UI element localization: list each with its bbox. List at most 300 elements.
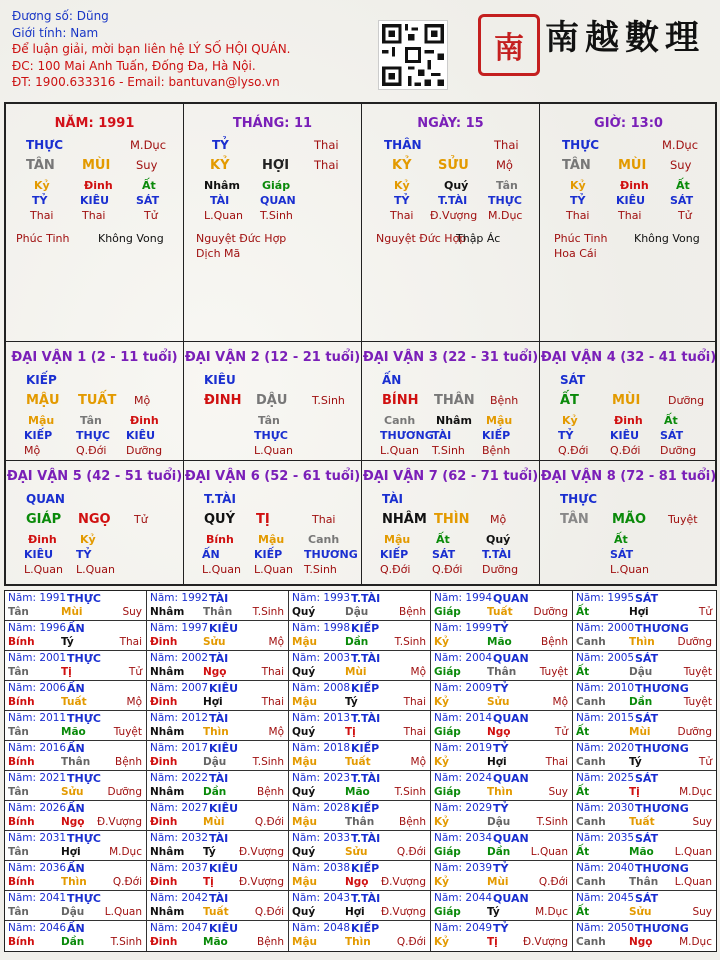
year-cell — [573, 741, 716, 771]
year-label: Năm: 2011 — [8, 712, 67, 724]
year-cell — [5, 891, 147, 921]
year-label: Năm: 2048 — [292, 922, 351, 934]
year-star: TÀI — [209, 832, 229, 845]
pillar-right-star: M.Dục — [130, 138, 167, 152]
year-state: M.Dục — [679, 786, 712, 798]
year-chi: Tị — [61, 666, 72, 678]
pillar-title: GIỜ: 13:0 — [594, 116, 663, 131]
year-label: Năm: 2019 — [434, 742, 493, 754]
year-state: Q.Đới — [254, 816, 284, 828]
year-state: Mộ — [268, 636, 284, 648]
year-cell — [5, 921, 147, 951]
dai-van-hidden-state: Q.Đới — [558, 444, 589, 457]
year-state: Thai — [403, 726, 426, 738]
dai-van-star: KIÊU — [204, 373, 236, 387]
dai-van-star: THỰC — [560, 492, 598, 506]
dai-van-hidden-state: Dưỡng — [482, 563, 519, 576]
dai-van-hidden-star: KIẾP — [482, 429, 511, 442]
year-star: QUAN — [493, 772, 529, 785]
year-label: Năm: 2033 — [292, 832, 351, 844]
year-label: Năm: 2047 — [150, 922, 209, 934]
year-star: ẤN — [67, 802, 85, 815]
year-star: SÁT — [635, 652, 659, 665]
than-sat: Nguyệt Đức Hợp — [376, 232, 467, 245]
year-star: THƯƠNG — [635, 862, 689, 875]
year-state: T.Sinh — [394, 636, 426, 648]
year-chi: Thân — [487, 666, 517, 678]
brand-calligraphy: 南越數理 — [545, 18, 705, 58]
dai-van-title: ĐẠI VẬN 1 (2 - 11 tuổi) — [11, 350, 178, 365]
year-chi: Dậu — [487, 816, 511, 828]
pillar-star: THÂN — [384, 138, 422, 152]
dai-van-chi: TUẤT — [78, 393, 117, 408]
year-label: Năm: 2010 — [576, 682, 635, 694]
year-state: Q.Đới — [396, 936, 426, 948]
dai-van-can: GIÁP — [26, 512, 62, 527]
year-state: Bệnh — [541, 636, 568, 648]
year-chi: Tuất — [61, 696, 87, 708]
dai-van-star: KIẾP — [26, 373, 57, 387]
year-can: Ất — [576, 846, 590, 858]
dai-van-hidden-state: L.Quan — [380, 444, 419, 457]
year-cell — [5, 801, 147, 831]
year-chi: Tý — [629, 756, 642, 768]
year-cell — [5, 771, 147, 801]
year-star: KIẾP — [351, 742, 380, 755]
year-chi: Thân — [61, 756, 91, 768]
year-star: ẤN — [67, 862, 85, 875]
year-chi: Tuất — [345, 756, 371, 768]
year-cell — [431, 591, 573, 621]
year-chi: Sửu — [487, 696, 510, 708]
year-cell — [289, 801, 431, 831]
dai-van-hidden-stem: Ất — [614, 533, 628, 546]
year-can: Mậu — [292, 756, 318, 768]
year-state: Đ.Vượng — [238, 846, 284, 858]
year-state: L.Quan — [530, 846, 568, 858]
than-sat: Dịch Mã — [196, 247, 241, 260]
qr-code — [378, 20, 448, 90]
dai-van-state: Thai — [312, 513, 336, 526]
year-star: T.TÀI — [351, 652, 381, 665]
year-state: Suy — [692, 906, 712, 918]
dai-van-hidden-star: KIÊU — [126, 429, 156, 442]
year-label: Năm: 2034 — [434, 832, 493, 844]
year-label: Năm: 2007 — [150, 682, 209, 694]
dai-van-hidden-stem: Đinh — [28, 533, 57, 546]
year-label: Năm: 2024 — [434, 772, 493, 784]
year-cell — [289, 861, 431, 891]
dai-van-state: Mộ — [490, 513, 507, 526]
year-cell — [147, 621, 289, 651]
dai-van-can: QUÝ — [204, 512, 236, 527]
dai-van-hidden-stem: Kỷ — [80, 533, 96, 546]
dai-van-can: ĐINH — [204, 393, 242, 408]
than-sat: Không Vong — [634, 232, 700, 245]
year-can: Tân — [8, 786, 29, 798]
year-state: Q.Đới — [254, 906, 284, 918]
year-chi: Tý — [487, 906, 500, 918]
dai-van-hidden-state: Q.Đới — [432, 563, 463, 576]
chart-grid — [4, 102, 717, 586]
year-label: Năm: 2026 — [8, 802, 67, 814]
year-label: Năm: 2005 — [576, 652, 635, 664]
year-can: Đinh — [150, 816, 178, 828]
hidden-state: T.Sinh — [260, 209, 293, 222]
year-state: Q.Đới — [112, 876, 142, 888]
year-chi: Tị — [629, 786, 640, 798]
pillar-chi: HỢI — [262, 158, 290, 173]
year-chi: Hợi — [203, 696, 223, 708]
year-star: SÁT — [635, 712, 659, 725]
dai-van-hidden-star: TỶ — [558, 429, 574, 442]
year-chi: Hợi — [487, 756, 507, 768]
pillar-month — [184, 104, 362, 342]
year-state: Suy — [692, 816, 712, 828]
year-star: THƯƠNG — [635, 922, 689, 935]
dai-van-chi: MÃO — [612, 512, 647, 527]
hidden-state: L.Quan — [204, 209, 243, 222]
year-star: TÀI — [209, 652, 229, 665]
dai-van-6 — [184, 461, 362, 584]
year-cell — [431, 711, 573, 741]
year-chi: Mùi — [629, 726, 651, 738]
year-state: Q.Đới — [538, 876, 568, 888]
year-state: L.Quan — [674, 876, 712, 888]
year-cell — [431, 681, 573, 711]
year-state: Mộ — [410, 666, 426, 678]
year-chi: Dần — [203, 786, 227, 798]
year-star: TÀI — [209, 892, 229, 905]
dai-van-can: NHÂM — [382, 512, 427, 527]
year-can: Giáp — [434, 606, 461, 618]
year-state: Dưỡng — [533, 606, 568, 618]
dai-van-hidden-star: TÀI — [432, 429, 452, 442]
year-state: Đ.Vượng — [96, 816, 142, 828]
year-cell — [147, 651, 289, 681]
year-label: Năm: 2027 — [150, 802, 209, 814]
dai-van-hidden-stem: Mậu — [28, 414, 55, 427]
dai-van-state: Dưỡng — [668, 394, 705, 407]
year-state: L.Quan — [104, 906, 142, 918]
year-star: T.TÀI — [351, 832, 381, 845]
year-label: Năm: 2032 — [150, 832, 209, 844]
pillar-right-star: Thai — [494, 138, 519, 152]
year-cell — [5, 861, 147, 891]
year-can: Quý — [292, 666, 316, 678]
than-sat: Hoa Cái — [554, 247, 597, 260]
pillar-star: TỶ — [212, 138, 229, 152]
year-star: TỶ — [493, 802, 509, 815]
year-label: Năm: 2023 — [292, 772, 351, 784]
year-can: Giáp — [434, 846, 461, 858]
year-can: Mậu — [292, 816, 318, 828]
year-state: Suy — [548, 786, 568, 798]
year-label: Năm: 2015 — [576, 712, 635, 724]
dai-van-hidden-star: THỰC — [76, 429, 110, 442]
dai-van-chi: THÌN — [434, 512, 470, 527]
pillar-hour — [540, 104, 717, 342]
year-star: SÁT — [635, 592, 659, 605]
pillar-title: NGÀY: 15 — [417, 116, 484, 131]
year-cell — [573, 621, 716, 651]
year-chi: Thìn — [487, 786, 513, 798]
year-label: Năm: 2018 — [292, 742, 351, 754]
year-can: Nhâm — [150, 846, 185, 858]
year-can: Đinh — [150, 636, 178, 648]
hidden-stem: Đinh — [84, 179, 113, 192]
dai-van-hidden-state: Mộ — [24, 444, 41, 457]
pillar-star: THỰC — [26, 138, 64, 152]
dai-van-star: SÁT — [560, 373, 586, 387]
year-label: Năm: 1995 — [576, 592, 635, 604]
year-label: Năm: 2036 — [8, 862, 67, 874]
pillar-chi-state: Suy — [136, 158, 158, 172]
year-chi: Thìn — [345, 936, 371, 948]
dai-van-hidden-state: Dưỡng — [126, 444, 163, 457]
year-chi: Tị — [487, 936, 498, 948]
hidden-stem: Tân — [496, 179, 518, 192]
hidden-state: Thai — [82, 209, 106, 222]
year-star: ẤN — [67, 682, 85, 695]
dai-van-hidden-stem: Tân — [80, 414, 102, 427]
dai-van-can: TÂN — [560, 512, 589, 527]
year-label: Năm: 1994 — [434, 592, 493, 604]
year-chi: Sửu — [203, 636, 226, 648]
hidden-stem: Ất — [676, 179, 690, 192]
year-label: Năm: 2001 — [8, 652, 67, 664]
year-cell — [289, 711, 431, 741]
year-can: Bính — [8, 936, 35, 948]
dai-van-hidden-star: ẤN — [202, 548, 220, 561]
than-sat: Nguyệt Đức Hợp — [196, 232, 287, 245]
year-chi: Dậu — [61, 906, 85, 918]
year-cell — [431, 861, 573, 891]
year-label: Năm: 1991 — [8, 592, 67, 604]
dai-van-chi: THÂN — [434, 393, 475, 408]
year-chi: Sửu — [629, 906, 652, 918]
year-chi: Tý — [61, 636, 74, 648]
year-star: TÀI — [209, 592, 229, 605]
year-chi: Ngọ — [61, 816, 85, 828]
year-chi: Dần — [487, 846, 511, 858]
year-star: KIÊU — [209, 862, 239, 875]
year-chi: Dần — [61, 936, 85, 948]
year-label: Năm: 2030 — [576, 802, 635, 814]
year-cell — [147, 801, 289, 831]
dai-van-3 — [362, 342, 540, 461]
year-cell — [431, 921, 573, 951]
year-state: T.Sinh — [252, 606, 284, 618]
year-star: SÁT — [635, 892, 659, 905]
year-label: Năm: 1999 — [434, 622, 493, 634]
year-star: THƯƠNG — [635, 622, 689, 635]
year-can: Giáp — [434, 726, 461, 738]
year-can: Kỷ — [434, 636, 449, 648]
year-star: TỶ — [493, 682, 509, 695]
year-can: Tân — [8, 726, 29, 738]
dai-van-hidden-stem: Đinh — [614, 414, 643, 427]
year-label: Năm: 1997 — [150, 622, 209, 634]
year-chi: Mùi — [487, 876, 509, 888]
year-state: M.Dục — [109, 846, 142, 858]
year-label: Năm: 2043 — [292, 892, 351, 904]
year-can: Quý — [292, 786, 316, 798]
dai-van-hidden-state: T.Sinh — [432, 444, 465, 457]
year-can: Canh — [576, 876, 606, 888]
year-state: T.Sinh — [252, 756, 284, 768]
dai-van-hidden-star: KIÊU — [24, 548, 54, 561]
year-star: QUAN — [493, 712, 529, 725]
dai-van-hidden-stem: Bính — [206, 533, 234, 546]
year-cell — [573, 831, 716, 861]
dai-van-hidden-star: KIẾP — [254, 548, 283, 561]
year-cell — [147, 741, 289, 771]
year-state: Tuyệt — [683, 696, 712, 708]
dai-van-hidden-star: SÁT — [660, 429, 684, 442]
year-chi: Tý — [203, 846, 216, 858]
year-can: Kỷ — [434, 876, 449, 888]
year-label: Năm: 2035 — [576, 832, 635, 844]
year-chi: Mão — [203, 936, 228, 948]
year-state: Tuyệt — [113, 726, 142, 738]
year-can: Kỷ — [434, 816, 449, 828]
hidden-stem: Ất — [142, 179, 156, 192]
dai-van-can: BÍNH — [382, 393, 419, 408]
year-label: Năm: 2008 — [292, 682, 351, 694]
year-state: Dưỡng — [677, 636, 712, 648]
year-can: Ất — [576, 906, 590, 918]
hidden-state: M.Dục — [488, 209, 523, 222]
dai-van-hidden-stem: Mậu — [486, 414, 513, 427]
year-chi: Tuất — [203, 906, 229, 918]
year-can: Mậu — [292, 936, 318, 948]
year-can: Giáp — [434, 666, 461, 678]
dai-van-star: T.TÀI — [204, 492, 236, 506]
year-chi: Tuất — [487, 606, 513, 618]
year-cell — [5, 741, 147, 771]
hidden-stem: Quý — [444, 179, 469, 192]
pillar-year — [6, 104, 184, 342]
year-can: Canh — [576, 756, 606, 768]
year-can: Bính — [8, 816, 35, 828]
year-state: Bệnh — [399, 816, 426, 828]
hidden-star: T.TÀI — [438, 194, 468, 207]
year-chi: Hợi — [345, 906, 365, 918]
pillar-can: KỶ — [392, 158, 412, 173]
year-cell — [289, 741, 431, 771]
pillar-title: NĂM: 1991 — [54, 116, 135, 131]
year-label: Năm: 2029 — [434, 802, 493, 814]
dai-van-7 — [362, 461, 540, 584]
dai-van-chi: MÙI — [612, 393, 641, 408]
year-can: Bính — [8, 636, 35, 648]
year-state: Thai — [261, 666, 284, 678]
year-chi: Mão — [345, 786, 370, 798]
year-can: Ất — [576, 606, 590, 618]
year-can: Nhâm — [150, 726, 185, 738]
year-cell — [289, 831, 431, 861]
year-star: QUAN — [493, 652, 529, 665]
year-label: Năm: 2002 — [150, 652, 209, 664]
year-cell — [5, 681, 147, 711]
than-sat: Phúc Tinh — [554, 232, 608, 245]
year-label: Năm: 2037 — [150, 862, 209, 874]
year-state: T.Sinh — [110, 936, 142, 948]
dai-van-title: ĐẠI VẬN 2 (12 - 21 tuổi) — [184, 350, 361, 365]
year-cell — [147, 711, 289, 741]
pillar-day — [362, 104, 540, 342]
dai-van-hidden-state: Q.Đới — [76, 444, 107, 457]
year-label: Năm: 2044 — [434, 892, 493, 904]
year-cell — [5, 651, 147, 681]
year-star: SÁT — [635, 832, 659, 845]
dai-van-can: ẤT — [560, 393, 579, 408]
dai-van-hidden-star: THỰC — [254, 429, 288, 442]
year-state: Đ.Vượng — [380, 876, 426, 888]
year-chi: Thìn — [61, 876, 87, 888]
year-chi: Thìn — [629, 636, 655, 648]
year-cell — [431, 831, 573, 861]
year-star: TỶ — [493, 622, 509, 635]
year-label: Năm: 2042 — [150, 892, 209, 904]
pillar-chi: SỬU — [438, 158, 469, 173]
year-can: Mậu — [292, 636, 318, 648]
year-label: Năm: 2013 — [292, 712, 351, 724]
year-can: Tân — [8, 846, 29, 858]
pillar-title: THÁNG: 11 — [232, 116, 313, 131]
year-state: Tử — [698, 606, 712, 618]
than-sat: Phúc Tinh — [16, 232, 70, 245]
year-can: Quý — [292, 726, 316, 738]
dai-van-title: ĐẠI VẬN 7 (62 - 71 tuổi) — [362, 469, 539, 484]
year-label: Năm: 2020 — [576, 742, 635, 754]
year-cell — [573, 801, 716, 831]
year-star: KIẾP — [351, 682, 380, 695]
hidden-stem: Kỷ — [570, 179, 586, 192]
year-can: Nhâm — [150, 606, 185, 618]
year-chi: Dậu — [203, 756, 227, 768]
year-star: SÁT — [635, 772, 659, 785]
year-can: Đinh — [150, 756, 178, 768]
year-cell — [5, 621, 147, 651]
year-label: Năm: 1992 — [150, 592, 209, 604]
dai-van-hidden-state: Q.Đới — [610, 444, 641, 457]
contact-invite: Để luận giải, mời bạn liên hệ LÝ SỐ HỘI QUÁN. — [12, 42, 291, 57]
year-label: Năm: 1996 — [8, 622, 67, 634]
year-can: Canh — [576, 636, 606, 648]
hidden-state: Thai — [390, 209, 414, 222]
year-chi: Mão — [487, 636, 512, 648]
year-can: Đinh — [150, 876, 178, 888]
year-label: Năm: 2050 — [576, 922, 635, 934]
year-chi: Ngọ — [629, 936, 653, 948]
year-star: THỰC — [67, 712, 101, 725]
dai-van-2 — [184, 342, 362, 461]
year-star: KIÊU — [209, 622, 239, 635]
year-state: Tuyệt — [683, 666, 712, 678]
year-cell — [573, 591, 716, 621]
year-chi: Dần — [629, 696, 653, 708]
year-cell — [289, 891, 431, 921]
year-chi: Hợi — [629, 606, 649, 618]
dai-van-hidden-state: L.Quan — [76, 563, 115, 576]
red-seal-stamp: 南 — [478, 14, 540, 76]
dai-van-hidden-stem: Mậu — [258, 533, 285, 546]
year-state: Tuyệt — [539, 666, 568, 678]
dai-van-hidden-stem: Đinh — [130, 414, 159, 427]
dai-van-hidden-stem: Tân — [258, 414, 280, 427]
